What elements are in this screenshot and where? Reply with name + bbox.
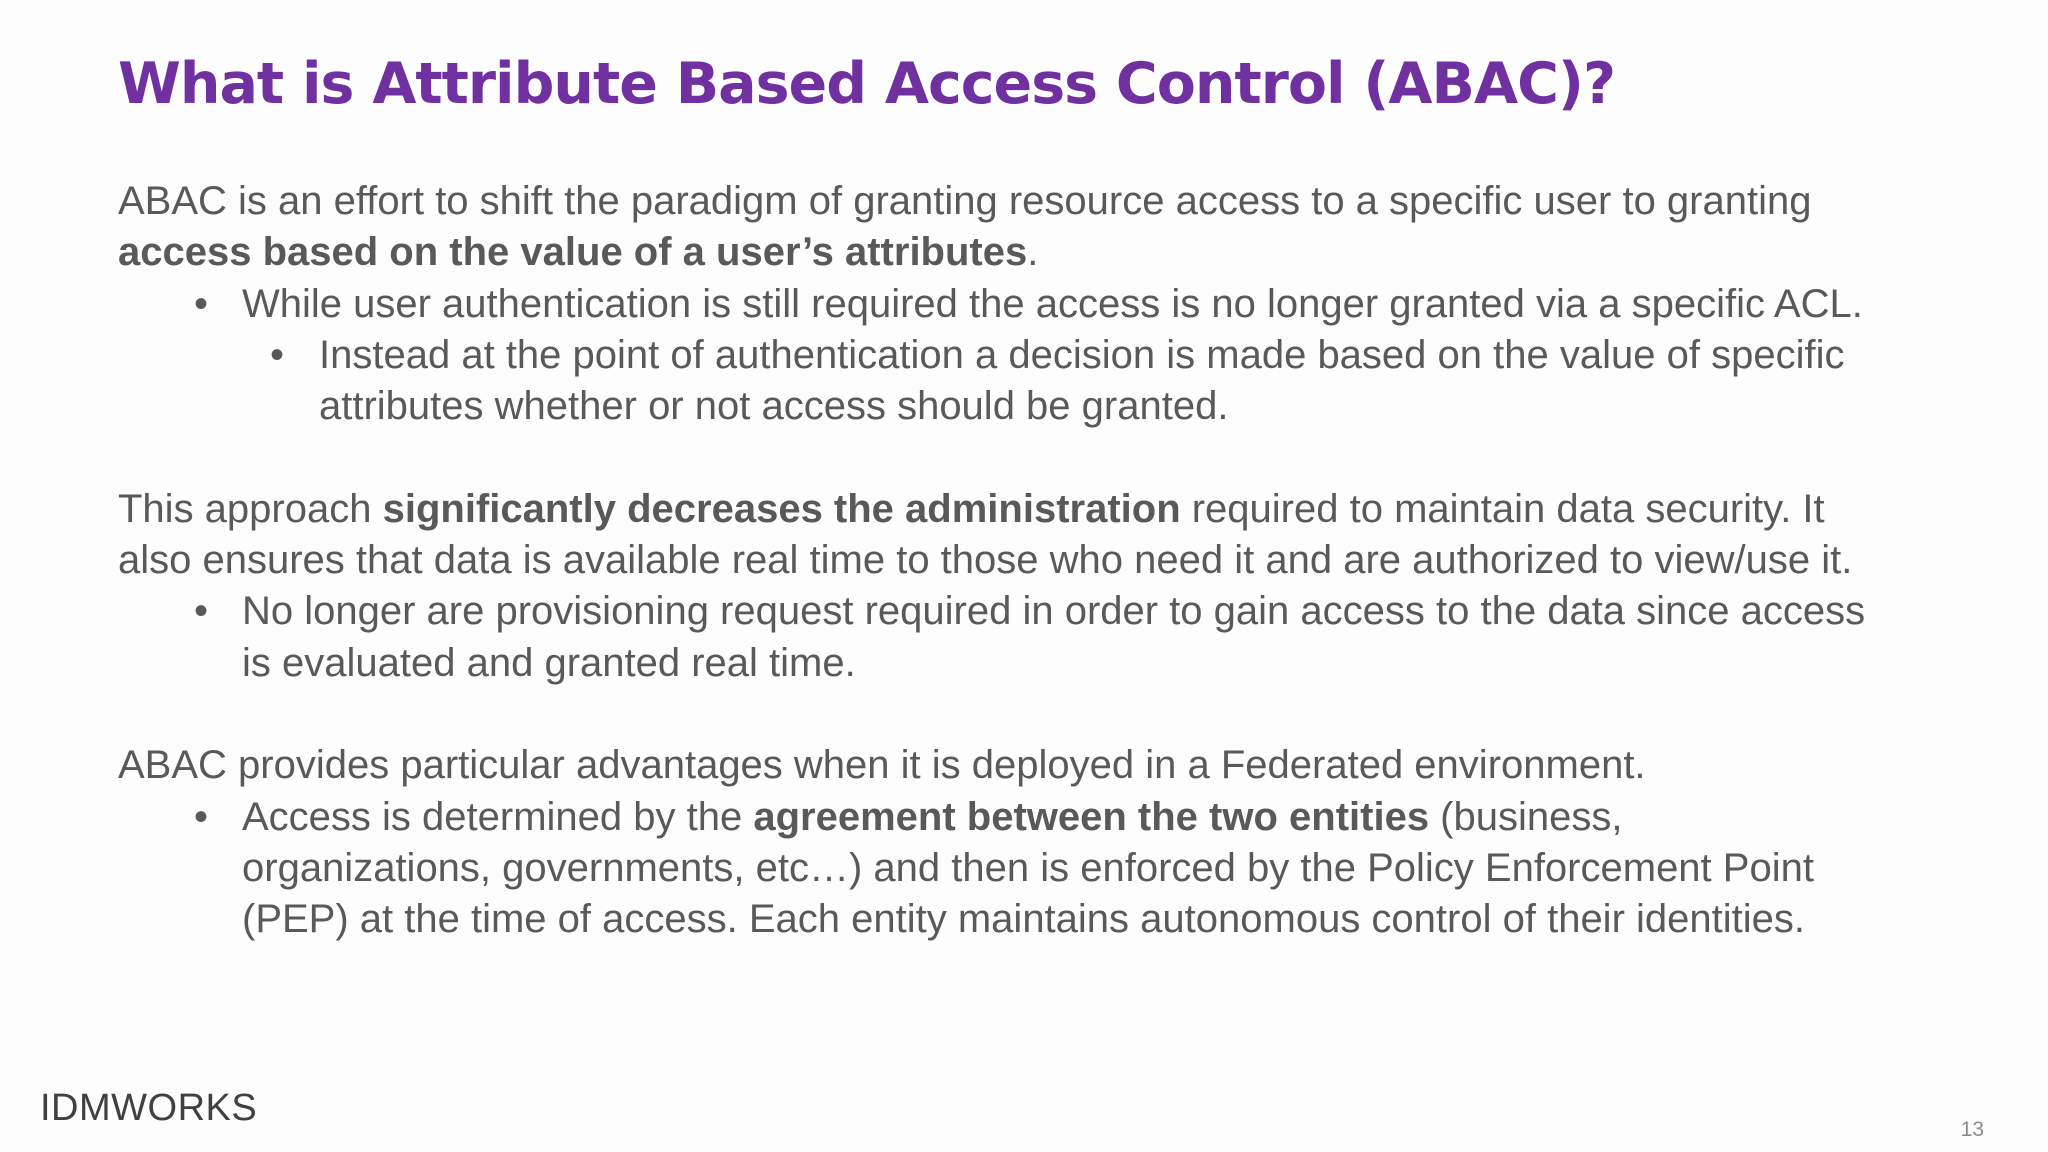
bullet-dot: • [194, 281, 209, 326]
bullet-bold-phrase: agreement between the two entities [753, 794, 1430, 839]
spacer [118, 689, 1878, 740]
federated-paragraph: ABAC provides particular advantages when it is deployed in a Federated environment. [118, 743, 1646, 788]
bullet-item [118, 279, 1878, 330]
intro-text-start: ABAC is an effort to shift the paradigm of granting resource access to a specific user to granting [118, 179, 1812, 223]
approach-text-end: required to maintain data security. It also ensures that data is available real time to those who need it and are authorized to view/use it. [118, 486, 1853, 583]
spacer [118, 432, 1878, 483]
slide-title: What is Attribute Based Access Control (ABAC)? [118, 51, 1616, 117]
page-number: 13 [1960, 1118, 1984, 1141]
approach-paragraph [118, 484, 1878, 587]
bullet-text-start: Access is determined by the [242, 794, 754, 839]
intro-text-end: . [1027, 230, 1039, 275]
bullet-item [118, 792, 1878, 946]
intro-bold-phrase: access based on the value of a user’s attributes [118, 230, 1028, 275]
bullet-text: While user authentication is still required the access is no longer granted via a specific ACL. [242, 281, 1863, 326]
sub-bullet-item [118, 330, 1878, 433]
company-logo: IDMWORKS [40, 1087, 258, 1129]
approach-bold-phrase: significantly decreases the administration [382, 486, 1181, 531]
intro-paragraph [118, 176, 1878, 279]
bullet-text: No longer are provisioning request required in order to gain access to the data since access is evaluated and granted real time. [242, 589, 1866, 685]
bullet-dot: • [194, 589, 209, 634]
bullet-dot: • [194, 794, 209, 839]
slide-body [118, 176, 1878, 945]
bullet-dot: • [270, 332, 285, 377]
bullet-text-end: (business, organizations, governments, etc…) and then is enforced by the Policy Enforcement Point (PEP) at the time of access. Each entity maintains autonomous control of their identities. [242, 794, 1814, 942]
sub-bullet-text: Instead at the point of authentication a decision is made based on the value of specific attributes whether or not access should be granted. [319, 332, 1845, 429]
bullet-item [118, 586, 1878, 689]
approach-text-start: This approach [118, 486, 383, 531]
